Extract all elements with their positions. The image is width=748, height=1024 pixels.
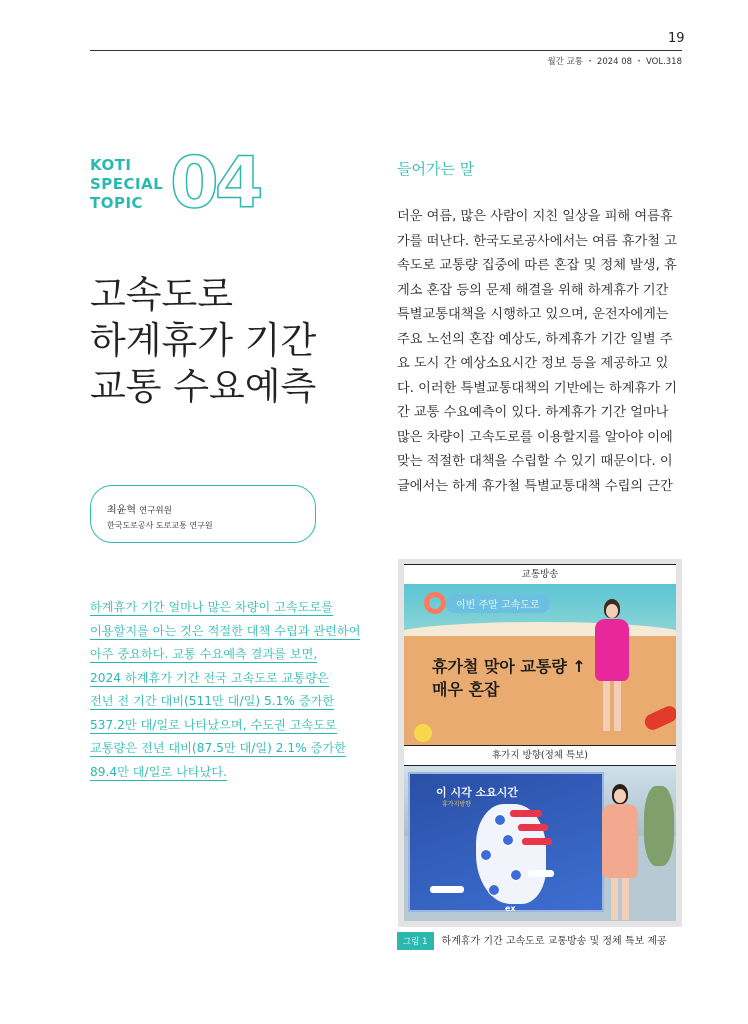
- figure-caption: [397, 932, 667, 950]
- body-line: 더운 여름, 많은 사람이 지친 일상을 피해 여름휴: [397, 209, 673, 224]
- topic-number: 04: [170, 142, 260, 224]
- panel-title: 교통방송: [404, 564, 676, 585]
- section-label-line: TOPIC: [90, 194, 144, 212]
- summary-line: 이용할지를 아는 것은 적절한 대책 수립과 관련하여: [90, 623, 361, 638]
- body-line: 맞는 적절한 대책을 수립할 수 있기 때문이다. 이: [397, 454, 673, 469]
- body-line: 속도로 교통량 집중에 따른 혼잡 및 정체 발생, 휴: [397, 258, 677, 273]
- body-line: 주요 노선의 혼잡 예상도, 하계휴가 기간 일별 주: [397, 331, 673, 347]
- article-title: [90, 272, 316, 410]
- summary-line: 전년 전 기간 대비(511만 대/일) 5.1% 증가한: [90, 694, 335, 708]
- body-line: 많은 차량이 고속도로를 이용할지를 알아야 이에: [397, 429, 673, 445]
- body-line: 특별교통대책을 시행하고 있으며, 운전자에게는: [397, 307, 669, 322]
- figure-1: [398, 559, 682, 927]
- caption-text: 하계휴가 기간 고속도로 교통방송 및 정체 특보 제공: [441, 936, 667, 947]
- intro-heading: 들어가는 말: [397, 160, 475, 178]
- beach-ball-icon: [414, 724, 432, 742]
- title-line: 하계휴가 기간: [90, 319, 317, 362]
- figure-label: 그림 1: [397, 932, 434, 950]
- broadcast-banner: 이번 주말 고속도로: [446, 594, 550, 613]
- section-label-line: SPECIAL: [90, 175, 164, 193]
- body-line: 글에서는 하계 휴가철 특별교통대책 수립의 근간: [397, 478, 673, 494]
- presenter-figure: [600, 784, 640, 921]
- title-line: 고속도로: [90, 273, 233, 316]
- broadcast-headline: 휴가철 맞아 교통량 ↑ 매우 혼잡: [432, 657, 586, 699]
- summary-line: 교통량은 전년 대비(87.5만 대/일) 2.1% 증가한: [90, 741, 346, 755]
- summary-line: 하계휴가 기간 얼마나 많은 차량이 고속도로를: [90, 600, 334, 614]
- author-role: 연구위원: [138, 506, 172, 516]
- body-line: 다. 이러한 특별교통대책의 기반에는 하계휴가 기: [397, 380, 677, 396]
- body-line: 게소 혼잡 등의 문제 해결을 위해 하계휴가 기간: [397, 282, 669, 298]
- title-line: 교통 수요예측: [90, 365, 317, 408]
- intro-body: [397, 205, 687, 499]
- summary-line: 2024 하계휴가 기간 전국 고속도로 교통량은: [90, 670, 329, 685]
- swim-ring-icon: [424, 592, 446, 614]
- body-line: 간 교통 수요예측이 있다. 하계휴가 기간 얼마나: [397, 405, 669, 420]
- map-node: [502, 834, 514, 846]
- author-box: [90, 485, 316, 543]
- section-label: [90, 156, 163, 213]
- broadcaster-logo: ex: [505, 904, 516, 913]
- map-node: [510, 869, 522, 881]
- screen-title: 이 시각 소요시간: [436, 786, 519, 799]
- presenter-figure: [592, 599, 632, 745]
- page-number: 19: [668, 31, 685, 46]
- section-label-line: KOTI: [90, 156, 132, 174]
- author-affiliation: 한국도로공사 도로교통 연구원: [107, 521, 213, 530]
- travel-time-screen: [408, 772, 604, 912]
- article-summary: [90, 596, 370, 784]
- traffic-broadcast-image: [404, 584, 676, 745]
- summary-line: 아주 중요하다. 교통 수요예측 결과를 보면,: [90, 647, 318, 661]
- map-node: [494, 814, 506, 826]
- summary-line: 89.4만 대/일로 나타났다.: [90, 764, 228, 779]
- screen-subtitle: 휴가지방향: [442, 801, 471, 808]
- issue-info: 월간 교통 ・ 2024 08 ・ VOL.318: [547, 57, 682, 67]
- map-node: [488, 884, 500, 896]
- summary-line: 537.2만 대/일로 나타났으며, 수도권 고속도로: [90, 717, 337, 732]
- panel-title: 휴가지 방향(정체 특보): [404, 745, 676, 766]
- body-line: 요 도시 간 예상소요시간 정보 등을 제공하고 있: [397, 356, 669, 371]
- body-line: 가를 떠난다. 한국도로공사에서는 여름 휴가철 고: [397, 233, 677, 249]
- congestion-alert-image: [404, 766, 676, 921]
- map-node: [480, 849, 492, 861]
- author-name: 최윤혁: [107, 505, 136, 516]
- tree-icon: [644, 786, 674, 866]
- header-divider: [90, 50, 682, 51]
